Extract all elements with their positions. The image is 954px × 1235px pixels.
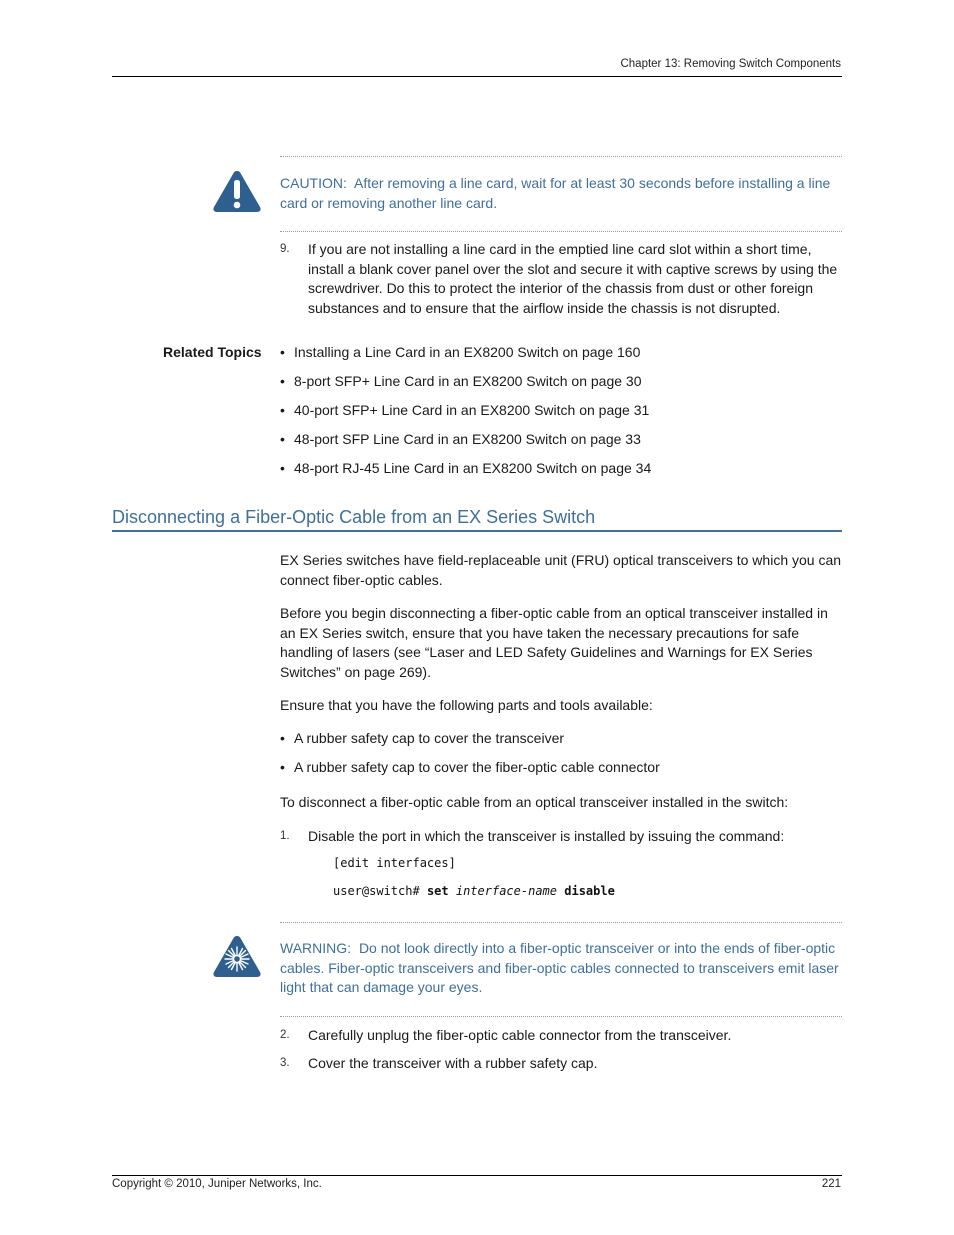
code-line-command <box>333 884 615 898</box>
bullet-dot: • <box>280 431 285 447</box>
bullet-dot: • <box>280 759 285 775</box>
footer-rule <box>112 1175 842 1176</box>
related-topic-link[interactable]: 40-port SFP+ Line Card in an EX8200 Switch on page 31 <box>294 402 650 418</box>
procedure-intro-paragraph: To disconnect a fiber-optic cable from an optical transceiver installed in the switch: <box>280 794 789 810</box>
bullet-dot: • <box>280 460 285 476</box>
tool-item: A rubber safety cap to cover the transceiver <box>294 730 565 746</box>
step-3-text: Cover the transceiver with a rubber safety cap. <box>308 1055 598 1071</box>
warning-bottom-divider <box>280 1016 842 1017</box>
caution-label: CAUTION: <box>280 175 347 191</box>
bullet-dot: • <box>280 373 285 389</box>
bullet-dot: • <box>280 344 285 360</box>
step-2-number: 2. <box>280 1029 290 1041</box>
code-arg: interface-name <box>455 884 558 898</box>
code-line-edit: [edit interfaces] <box>333 856 456 870</box>
footer-copyright: Copyright © 2010, Juniper Networks, Inc. <box>112 1178 322 1190</box>
code-prompt: user@switch# <box>333 884 420 898</box>
caution-text: After removing a line card, wait for at least 30 seconds before installing a line card or removing another line card. <box>280 175 831 211</box>
page-number: 221 <box>821 1178 841 1190</box>
step-9-number: 9. <box>280 243 290 255</box>
bullet-dot: • <box>280 402 285 418</box>
related-topic-link[interactable]: 48-port SFP Line Card in an EX8200 Switch on page 33 <box>294 431 641 447</box>
code-set: set <box>426 884 449 898</box>
running-header: Chapter 13: Removing Switch Components <box>620 58 841 70</box>
precautions-paragraph: Before you begin disconnecting a fiber-optic cable from an optical transceiver installed in an EX Series switch, ensure that you have taken the necessary precautions for safe handling of lasers (see “Laser and LED Safety Guidelines and Warnings for EX Series Switches” on page 269). <box>280 605 828 680</box>
warning-text: Do not look directly into a fiber-optic transceiver or into the ends of fiber-optic cables. Fiber-optic transceivers and fiber-optic cables connected to transceivers emit laser light that can damage your eyes. <box>280 940 839 995</box>
related-topics-label: Related Topics <box>163 344 262 360</box>
section-title: Disconnecting a Fiber-Optic Cable from an EX Series Switch <box>112 507 596 527</box>
caution-callout <box>280 174 842 213</box>
tools-intro-paragraph: Ensure that you have the following parts and tools available: <box>280 697 653 713</box>
laser-warning-icon <box>212 934 262 979</box>
step-9-text: If you are not installing a line card in the emptied line card slot within a short time, install a blank cover panel over the slot and secure it with captive screws by using the screwdriver. Do this to protect the interior of the chassis from dust or other foreign substances and to ensure that the airflow inside the chassis is not disrupted. <box>308 241 838 316</box>
code-disable: disable <box>564 884 615 898</box>
warning-top-divider <box>280 922 842 923</box>
section-rule <box>112 530 842 532</box>
warning-callout <box>280 939 842 998</box>
intro-paragraph: EX Series switches have field-replaceable unit (FRU) optical transceivers to which you can connect fiber-optic cables. <box>280 552 842 588</box>
step-2-text: Carefully unplug the fiber-optic cable connector from the transceiver. <box>308 1027 732 1043</box>
related-topic-link[interactable]: Installing a Line Card in an EX8200 Switch on page 160 <box>294 344 641 360</box>
bullet-dot: • <box>280 730 285 746</box>
related-topic-link[interactable]: 8-port SFP+ Line Card in an EX8200 Switch on page 30 <box>294 373 642 389</box>
warning-label: WARNING: <box>280 940 352 956</box>
header-rule <box>112 76 842 77</box>
step-3-number: 3. <box>280 1057 290 1069</box>
caution-top-divider <box>280 156 842 157</box>
step-1-text: Disable the port in which the transceiver is installed by issuing the command: <box>308 828 785 844</box>
caution-bottom-divider <box>280 231 842 232</box>
caution-icon <box>212 169 262 214</box>
related-topic-link[interactable]: 48-port RJ-45 Line Card in an EX8200 Switch on page 34 <box>294 460 652 476</box>
tool-item: A rubber safety cap to cover the fiber-optic cable connector <box>294 759 660 775</box>
step-1-number: 1. <box>280 830 290 842</box>
